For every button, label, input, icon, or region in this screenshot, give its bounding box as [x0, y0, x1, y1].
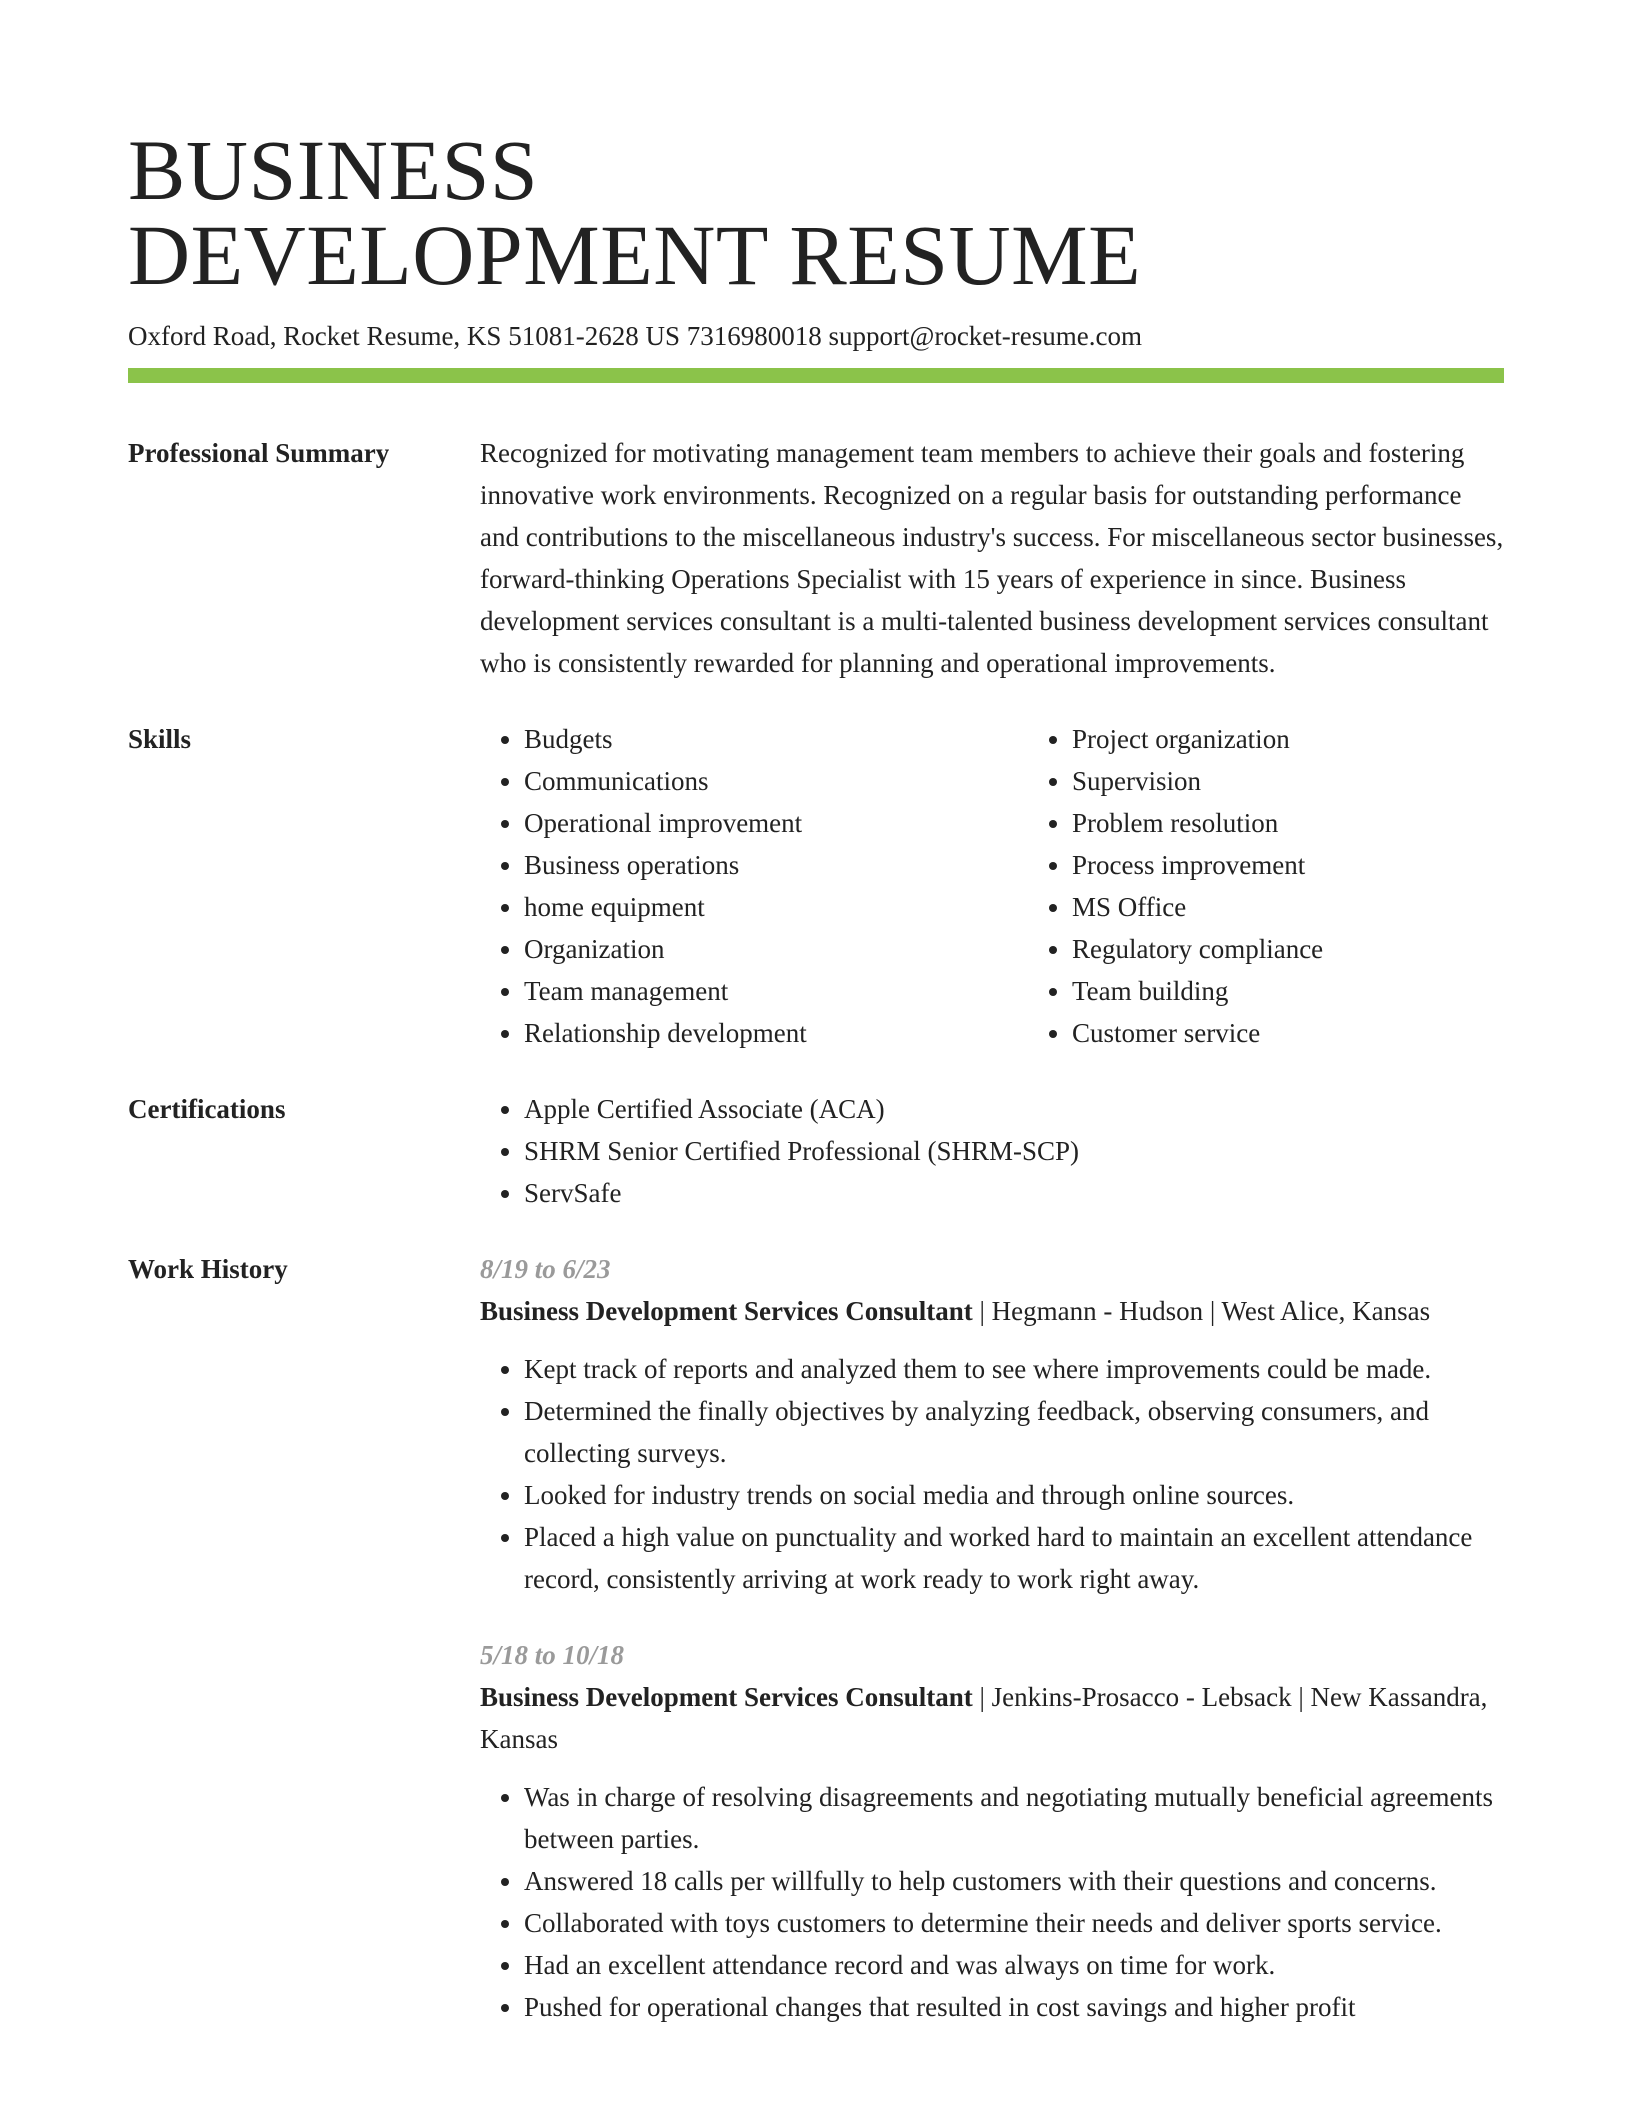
job-bullet: • Kept track of reports and analyzed them to see where improvements could be made. — [524, 1348, 1504, 1390]
skill-item: • Organization — [524, 928, 1028, 970]
job-bullets — [480, 1776, 1504, 2028]
skills-section — [128, 718, 1504, 1054]
job-bullet: • Placed a high value on punctuality and worked hard to maintain an excellent attendance record, consistently arriving at work ready to work right away. — [524, 1516, 1504, 1600]
job-heading — [480, 1290, 1504, 1332]
skill-item: • Problem resolution — [1072, 802, 1592, 844]
skill-item: • Operational improvement — [524, 802, 1028, 844]
skill-item: • Budgets — [524, 718, 1028, 760]
skill-item: • Relationship development — [524, 1012, 1028, 1054]
job-dates: 8/19 to 6/23 — [480, 1254, 611, 1284]
skill-item: • Process improvement — [1072, 844, 1592, 886]
job-title: Business Development Services Consultant — [480, 1682, 973, 1712]
job-entry — [480, 1248, 1504, 1600]
certification-item: • SHRM Senior Certified Professional (SHRM-SCP) — [524, 1130, 1504, 1172]
skill-item: • MS Office — [1072, 886, 1592, 928]
work-history-section — [128, 1248, 1504, 2062]
skill-item: • Customer service — [1072, 1012, 1592, 1054]
certifications-label: Certifications — [128, 1094, 286, 1124]
resume-title — [128, 122, 1504, 303]
job-details: | Hegmann - Hudson | West Alice, Kansas — [972, 1296, 1431, 1326]
skills-list-left — [480, 718, 1028, 1054]
header-divider — [128, 368, 1504, 383]
job-bullet: • Was in charge of resolving disagreements and negotiating mutually beneficial agreements between parties. — [524, 1776, 1504, 1860]
work-history-label: Work History — [128, 1254, 288, 1284]
job-bullet: • Answered 18 calls per willfully to help customers with their questions and concerns. — [524, 1860, 1504, 1902]
skill-item: • Communications — [524, 760, 1028, 802]
certification-item: • ServSafe — [524, 1172, 1504, 1214]
skill-item: • Business operations — [524, 844, 1028, 886]
skill-item: • home equipment — [524, 886, 1028, 928]
job-details: | Jenkins-Prosacco - Lebsack | New Kassandra, Kansas — [480, 1682, 1488, 1754]
skill-item: • Project organization — [1072, 718, 1592, 760]
job-title: Business Development Services Consultant — [480, 1296, 973, 1326]
job-bullet: • Looked for industry trends on social media and through online sources. — [524, 1474, 1504, 1516]
skill-item: • Regulatory compliance — [1072, 928, 1592, 970]
contact-info: Oxford Road, Rocket Resume, KS 51081-2628 US 7316980018 support@rocket-resume.com — [128, 321, 1142, 351]
certifications-list — [480, 1088, 1504, 1214]
resume-page — [128, 122, 1504, 2062]
job-bullet: • Collaborated with toys customers to determine their needs and deliver sports service. — [524, 1902, 1504, 1944]
job-bullet: • Had an excellent attendance record and was always on time for work. — [524, 1944, 1504, 1986]
skills-label: Skills — [128, 724, 192, 754]
job-bullets — [480, 1348, 1504, 1600]
skill-item: • Team building — [1072, 970, 1592, 1012]
certifications-section — [128, 1088, 1504, 1214]
skills-list-right — [1028, 718, 1592, 1054]
resume-title-line-2: DEVELOPMENT RESUME — [128, 207, 1142, 303]
summary-section — [128, 432, 1504, 684]
job-heading — [480, 1676, 1504, 1760]
summary-text: Recognized for motivating management team members to achieve their goals and fostering innovative work environments. Recognized on a regular basis for outstanding performance and contributions to the miscellaneous industry's success. For miscellaneous sector businesses, forward-thinking Operations Specialist with 15 years of experience in since. Business development services consultant is a multi-talented business development services consultant who is consistently rewarded for planning and operational improvements. — [480, 438, 1504, 678]
summary-label: Professional Summary — [128, 438, 390, 468]
skill-item: • Team management — [524, 970, 1028, 1012]
job-entry — [480, 1634, 1504, 2028]
resume-title-line-1: BUSINESS — [128, 122, 539, 218]
skill-item: • Supervision — [1072, 760, 1592, 802]
job-bullet: • Determined the finally objectives by analyzing feedback, observing consumers, and collecting surveys. — [524, 1390, 1504, 1474]
job-bullet: • Pushed for operational changes that resulted in cost savings and higher profit — [524, 1986, 1504, 2028]
certification-item: • Apple Certified Associate (ACA) — [524, 1088, 1504, 1130]
job-dates: 5/18 to 10/18 — [480, 1640, 625, 1670]
